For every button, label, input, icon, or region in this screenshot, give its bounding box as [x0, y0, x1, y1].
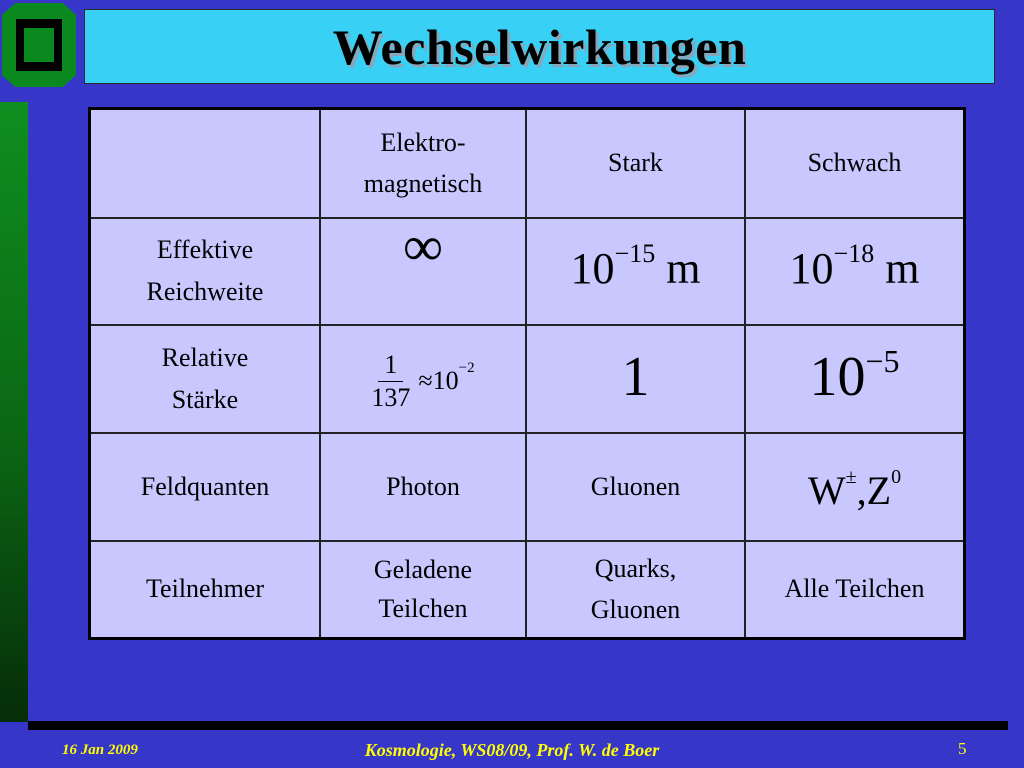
header-strong: Stark: [526, 109, 745, 218]
quanta-weak-value: [807, 465, 902, 513]
strength-em-cell: [320, 325, 526, 433]
table-row-range: [90, 218, 965, 325]
range-strong-base: 10: [570, 243, 615, 293]
fraction-denominator: 137: [371, 382, 411, 412]
range-label-line2: Reichweite: [146, 277, 264, 306]
range-weak-exp: −18: [833, 238, 875, 268]
z-boson: Z: [866, 467, 892, 513]
w-boson-charge: ±: [845, 465, 857, 488]
strength-weak-exp: −5: [865, 343, 900, 380]
table-row-participants: [90, 541, 965, 639]
footer-course: Kosmologie, WS08/09, Prof. W. de Boer: [364, 740, 660, 760]
strength-strong-value: 1: [621, 346, 650, 409]
quanta-weak-cell: [745, 433, 965, 541]
header-empty-cell: [90, 109, 321, 218]
range-strong-exp: −15: [614, 238, 656, 268]
header-em-line2: magnetisch: [363, 169, 483, 199]
range-weak-cell: [745, 218, 965, 325]
title-box: [84, 9, 995, 84]
participants-label: Teilnehmer: [90, 541, 321, 639]
range-weak-base: 10: [789, 243, 834, 293]
range-em-cell: [320, 215, 526, 325]
table-row-strength: [90, 325, 965, 433]
infinity-symbol: ∞: [403, 215, 443, 278]
header-row: [90, 109, 965, 218]
strength-label-line2: Stärke: [171, 384, 239, 414]
strength-weak-cell: [745, 325, 965, 433]
interactions-table: [88, 107, 966, 640]
participants-em-line1: Geladene: [373, 555, 473, 585]
quanta-strong: Gluonen: [526, 433, 745, 541]
header-weak: Schwach: [745, 109, 965, 218]
approx-sign: ≈: [418, 366, 433, 396]
participants-strong-line1: Quarks,: [594, 553, 677, 583]
participants-weak: Alle Teilchen: [745, 541, 965, 639]
strength-weak-value: [809, 343, 900, 409]
strength-em-formula: [371, 349, 474, 412]
strength-label-line1: Relative: [161, 342, 249, 372]
strength-strong-cell: [526, 325, 745, 433]
university-logo-icon: [0, 0, 80, 90]
fraction: [371, 349, 410, 412]
range-weak-unit: m: [885, 243, 920, 293]
approx-exp: −2: [458, 360, 475, 377]
range-strong-cell: [526, 218, 745, 325]
quanta-label: Feldquanten: [90, 433, 321, 541]
footer-date: 16 Jan 2009: [62, 742, 138, 758]
range-label: [90, 218, 321, 325]
range-strong-unit: m: [666, 243, 701, 293]
page-number: 5: [958, 739, 967, 758]
participants-strong-line2: Gluonen: [590, 595, 681, 625]
table-row-quanta: [90, 433, 965, 541]
footer-divider: [28, 721, 1008, 730]
boson-separator: ,: [856, 467, 867, 513]
header-em-line1: Elektro-: [380, 127, 466, 157]
approx-base: 10: [432, 366, 459, 396]
w-boson: W: [807, 467, 846, 513]
range-strong-value: [570, 238, 701, 293]
header-electromagnetic: [320, 109, 526, 218]
side-gradient-bar: [0, 102, 28, 722]
logo-hole: [24, 28, 54, 62]
strength-label: [90, 325, 321, 433]
participants-em-line2: Teilchen: [378, 594, 468, 624]
slide-title: Wechselwirkungen: [332, 18, 747, 75]
participants-strong: [526, 541, 745, 639]
fraction-numerator: 1: [378, 349, 403, 381]
participants-em: [320, 541, 526, 639]
range-weak-value: [789, 238, 920, 293]
z-boson-charge: 0: [891, 465, 902, 488]
approx-expression: [418, 360, 474, 402]
strength-weak-base: 10: [809, 346, 866, 409]
quanta-em: Photon: [320, 433, 526, 541]
range-label-line1: Effektive: [156, 235, 254, 265]
